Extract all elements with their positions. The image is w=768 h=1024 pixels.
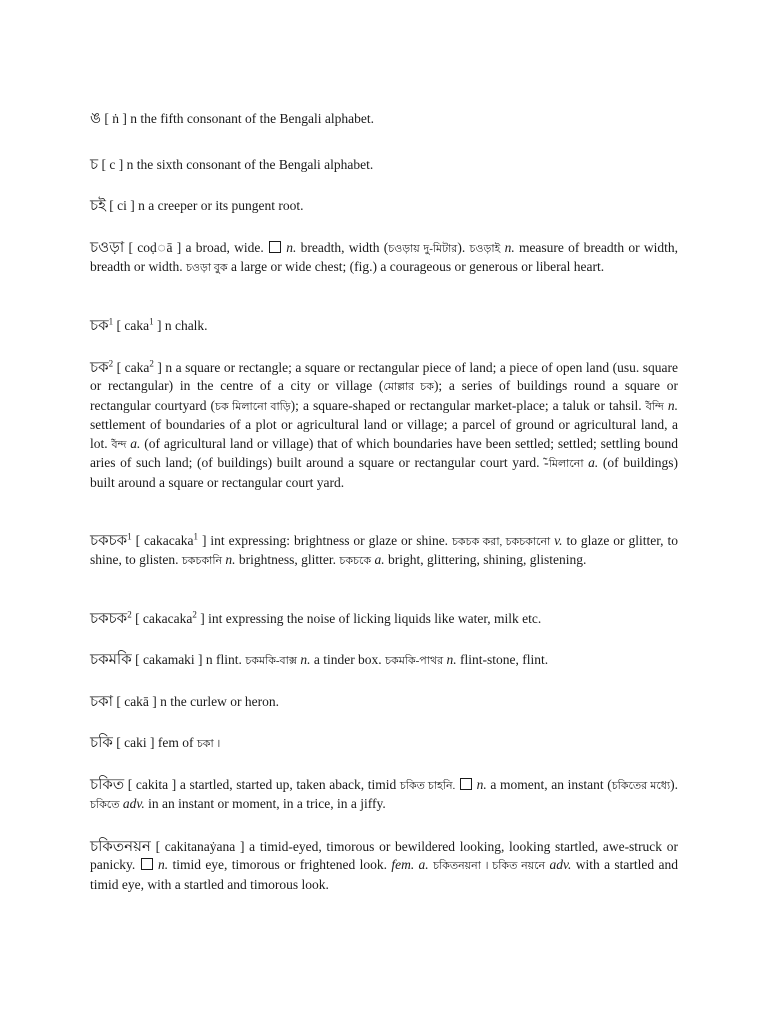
- dictionary-entry: [90, 197, 678, 216]
- definition-text: [ cakacaka: [131, 532, 194, 548]
- bengali-phrase: চকমকি-বাক্স: [245, 654, 297, 667]
- definition-text: [455, 777, 459, 792]
- dictionary-entry: [90, 532, 678, 571]
- bengali-phrase: চকমকি-পাথর: [385, 654, 444, 667]
- bengali-phrase: চকিতের মধ্যে: [611, 779, 671, 792]
- definition-text: flint-stone, flint.: [456, 651, 549, 667]
- bengali-phrase: চকা ।: [196, 737, 221, 750]
- definition-text: [ cakā ] n the curlew or heron.: [112, 693, 280, 709]
- sense-marker-box-icon: [141, 858, 153, 870]
- definition-text: measure of breadth or width, breadth or width.: [90, 239, 679, 275]
- definition-text: timid eye, timorous or frightened look.: [168, 857, 392, 873]
- definition-text: [ c ] n the sixth consonant of the Bengali alphabet.: [98, 156, 374, 172]
- headword: চকিতনয়ন: [90, 838, 151, 855]
- definition-text: ); a square-shaped or rectangular market-place; a taluk or tahsil. ̃: [290, 397, 646, 413]
- definition-text: [ caka: [113, 317, 150, 333]
- definition-text: [ cakita ] a startled, started up, taken aback, timid: [124, 776, 400, 792]
- definition-text: breadth, width (: [296, 239, 389, 255]
- part-of-speech: a.: [588, 455, 599, 471]
- headword: চকা: [90, 693, 113, 710]
- bengali-phrase: চকিতে: [90, 799, 120, 812]
- dictionary-entry: [90, 693, 678, 712]
- definition-text: (of agricultural land or village) that of which boundaries have been settled; settled; settling bound aries of such land; (of buildings) built around a square or rectangular court yard. ̃-: [90, 435, 679, 471]
- transliteration-superscript: 1: [193, 531, 199, 541]
- definition-text: to glaze or glitter, to shine, to glisten.: [90, 532, 678, 568]
- definition-text: a large or wide chest; (fig.) a courageous or generous or liberal heart.: [227, 259, 605, 275]
- bengali-phrase: চওড়াই: [469, 242, 501, 255]
- definition-text: [ caki ] fem of: [112, 734, 197, 750]
- part-of-speech: v.: [554, 532, 563, 548]
- headword-superscript: 2: [108, 358, 114, 368]
- part-of-speech: n.: [667, 397, 678, 413]
- part-of-speech: n.: [157, 857, 169, 873]
- dictionary-entry: [90, 838, 678, 895]
- definition-text: [ caka: [113, 359, 150, 375]
- headword: চই: [90, 197, 106, 214]
- dictionary-entry: [90, 734, 678, 754]
- headword: চকমকি: [90, 651, 132, 668]
- part-of-speech: n.: [286, 239, 297, 255]
- definition-text: ṅ: [112, 110, 120, 126]
- dictionary-entry: [90, 610, 678, 629]
- headword: চকি: [90, 734, 113, 751]
- definition-text: ).: [457, 239, 470, 255]
- headword: চক: [90, 317, 109, 334]
- bengali-phrase: চওড়া বুক: [185, 262, 228, 275]
- definition-text: [ cakacaka: [131, 610, 193, 626]
- dictionary-entry: [90, 651, 678, 671]
- headword: চক: [90, 359, 109, 376]
- definition-text: ).: [670, 776, 679, 792]
- dictionary-entry: [90, 239, 678, 278]
- bengali-phrase: মোল্লার চক: [383, 381, 434, 394]
- dictionary-entry: [90, 359, 678, 493]
- definition-text: with a startled and timid eye, with a startled and timorous look.: [90, 857, 679, 892]
- part-of-speech: n.: [300, 651, 311, 667]
- part-of-speech: n.: [504, 239, 515, 255]
- dictionary-entry: [90, 776, 678, 815]
- headword: চকচক: [90, 532, 128, 549]
- definition-text: [ coḍ◌ā ] a broad, wide.: [124, 239, 268, 255]
- definition-text: [ cakamaki ] n flint.: [131, 651, 246, 667]
- definition-text: ); a series of buildings round a square or rectangular courtyard (: [90, 378, 678, 413]
- definition-text: bright, glittering, shining, glistening.: [384, 552, 587, 568]
- headword-superscript: 1: [127, 531, 132, 541]
- transliteration-superscript: 2: [149, 358, 154, 368]
- definition-text: [: [101, 110, 113, 126]
- headword-superscript: 1: [108, 316, 114, 326]
- part-of-speech: adv.: [122, 796, 145, 812]
- headword: চ: [90, 156, 99, 173]
- bengali-phrase: মিলানো: [548, 458, 584, 471]
- part-of-speech: a.: [374, 552, 385, 568]
- bengali-phrase: চওড়ায় দু-মিটার: [388, 242, 458, 255]
- headword: ঙ: [90, 110, 102, 127]
- bengali-phrase: চকিত চাহনি.: [399, 779, 456, 792]
- headword: চওড়া: [90, 239, 125, 256]
- part-of-speech: n.: [446, 651, 457, 667]
- definition-text: ] int expressing the noise of licking liquids like water, milk etc.: [196, 610, 542, 626]
- definition-text: (of buildings) built around a square or rectangular court yard.: [90, 455, 679, 491]
- part-of-speech: a.: [130, 435, 141, 451]
- dictionary-entry: [90, 317, 678, 336]
- bengali-phrase: চকিতনয়না । চকিত নয়নে: [433, 860, 546, 873]
- definition-text: ] n chalk.: [153, 317, 208, 333]
- sense-marker-box-icon: [269, 241, 281, 253]
- bengali-phrase: বন্দ: [111, 438, 127, 451]
- definition-text: ] n the fifth consonant of the Bengali alphabet.: [119, 110, 374, 126]
- transliteration-superscript: 1: [149, 316, 154, 326]
- bengali-phrase: চকচকানি: [181, 555, 223, 568]
- definition-text: settlement of boundaries of a plot or agricultural land or village; a parcel of ground or agricultural land, a lot. ̃: [90, 417, 678, 451]
- definition-text: ] int expressing: brightness or glaze or shine.: [198, 532, 452, 548]
- dictionary-entry: [90, 156, 678, 175]
- definition-text: a tinder box.: [310, 651, 386, 667]
- definition-text: [ cakitanaẏana ] a timid-eyed, timorous or bewildered looking, looking startled, awe-struck or panicky.: [90, 838, 678, 873]
- part-of-speech: n.: [225, 552, 236, 568]
- definition-text: in an instant or moment, in a trice, in a jiffy.: [144, 796, 386, 812]
- headword-superscript: 2: [127, 609, 132, 619]
- definition-text: brightness, glitter.: [235, 552, 340, 568]
- part-of-speech: fem. a.: [391, 857, 429, 873]
- bengali-phrase: চক মিলানো বাড়ি: [215, 400, 291, 413]
- headword: চকচক: [90, 610, 128, 627]
- definition-text: ] n a square or rectangle; a square or rectangular piece of land; a piece of open land (usu. square or rectangular) in the centre of a city or village (: [90, 359, 678, 394]
- transliteration-superscript: 2: [192, 609, 197, 619]
- bengali-phrase: চকচক করা, চকচকানো: [452, 535, 551, 548]
- dictionary-entry: [90, 110, 678, 129]
- headword: চকিত: [90, 776, 125, 793]
- definition-text: a moment, an instant (: [486, 776, 612, 792]
- part-of-speech: adv.: [549, 857, 572, 873]
- part-of-speech: n.: [476, 776, 487, 792]
- bengali-phrase: বন্দি: [645, 400, 664, 413]
- sense-marker-box-icon: [460, 778, 472, 790]
- definition-text: [ ci ] n a creeper or its pungent root.: [105, 197, 304, 213]
- bengali-phrase: চকচকে: [339, 555, 372, 568]
